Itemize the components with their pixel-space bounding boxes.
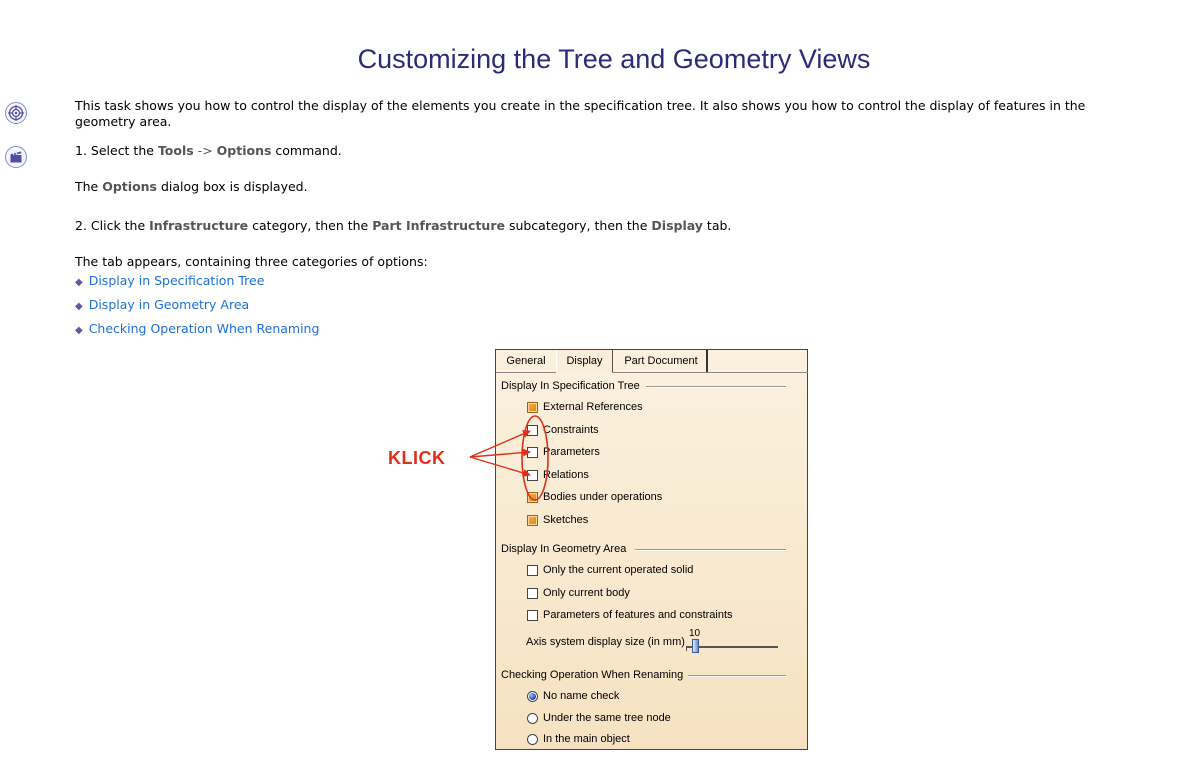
link-checking-renaming[interactable]	[75, 321, 319, 336]
diamond-bullet-icon: ◆	[75, 325, 83, 336]
group-divider	[688, 675, 786, 677]
sketches-checkbox[interactable]	[527, 515, 538, 526]
tab-general[interactable]: General	[506, 355, 546, 367]
option-label: Constraints	[543, 424, 599, 436]
option-label: Parameters of features and constraints	[543, 609, 733, 621]
link-display-geometry-area[interactable]	[75, 297, 249, 312]
step-2-post: tab.	[702, 218, 732, 233]
option-label: Parameters	[543, 446, 600, 458]
group-divider	[646, 386, 786, 388]
renaming-group-title: Checking Operation When Renaming	[501, 669, 684, 681]
diamond-bullet-icon: ◆	[75, 301, 83, 312]
dialog-text-pre: The	[75, 179, 103, 194]
option-label: Only the current operated solid	[543, 564, 694, 576]
option-no-name-check[interactable]	[527, 689, 619, 703]
link-label[interactable]: Display in Specification Tree	[88, 273, 265, 288]
intro-paragraph: This task shows you how to control the display of the elements you create in the specification tree. It also shows you how to control the display of features in the geometry area.	[75, 98, 1086, 129]
step-2	[75, 218, 731, 234]
parameters-checkbox[interactable]	[527, 447, 538, 458]
option-same-tree-node[interactable]	[527, 711, 671, 725]
relations-checkbox[interactable]	[527, 470, 538, 481]
same-tree-node-radio[interactable]	[527, 713, 538, 724]
only-current-operated-solid-checkbox[interactable]	[527, 565, 538, 576]
option-label: No name check	[543, 690, 620, 702]
tools-menu-ref: Tools	[157, 143, 194, 158]
link-label[interactable]: Display in Geometry Area	[88, 297, 250, 312]
tab-display[interactable]: Display	[556, 350, 613, 372]
target-icon[interactable]	[5, 102, 27, 124]
tab-appears-text: The tab appears, containing three categories of options:	[75, 254, 428, 269]
axis-size-value: 10	[689, 628, 701, 639]
page-title: Customizing the Tree and Geometry Views	[357, 44, 871, 74]
infrastructure-ref: Infrastructure	[149, 218, 249, 233]
diamond-bullet-icon: ◆	[75, 277, 83, 288]
dialog-text-post: dialog box is displayed.	[157, 179, 308, 194]
option-only-current-operated-solid[interactable]	[527, 563, 693, 577]
dialog-displayed-text	[75, 179, 308, 195]
axis-size-text: Axis system display size (in mm)	[526, 636, 685, 648]
bodies-under-operations-checkbox[interactable]	[527, 492, 538, 503]
klick-annotation-label: KLICK	[388, 448, 446, 468]
option-relations[interactable]	[527, 468, 589, 482]
options-dialog-display-tab	[495, 349, 808, 750]
option-label: Only current body	[543, 587, 630, 599]
spec-tree-group-title: Display In Specification Tree	[501, 380, 640, 392]
step-2-pre: 2. Click the	[75, 218, 150, 233]
tab-divider	[612, 372, 808, 373]
option-constraints[interactable]	[527, 423, 599, 437]
external-references-checkbox[interactable]	[527, 402, 538, 413]
step-1-pre: 1. Select the	[75, 143, 158, 158]
no-name-check-radio[interactable]	[527, 691, 538, 702]
only-current-body-checkbox[interactable]	[527, 588, 538, 599]
constraints-checkbox[interactable]	[527, 425, 538, 436]
option-parameters-of-features[interactable]	[527, 608, 733, 622]
step-2-mid2: subcategory, then the	[504, 218, 652, 233]
option-sketches[interactable]	[527, 513, 588, 527]
option-parameters[interactable]	[527, 445, 600, 459]
option-external-references[interactable]	[527, 400, 643, 414]
option-label: External References	[543, 401, 643, 413]
axis-size-slider-thumb[interactable]	[692, 639, 699, 653]
option-label: Sketches	[543, 514, 589, 526]
clapper-icon[interactable]	[5, 146, 27, 168]
axis-size-slider-track[interactable]	[686, 646, 778, 648]
step-1-post: command.	[271, 143, 342, 158]
slider-tick	[686, 647, 691, 651]
option-main-object[interactable]	[527, 732, 630, 746]
parameters-of-features-checkbox[interactable]	[527, 610, 538, 621]
option-only-current-body[interactable]	[527, 586, 630, 600]
menu-arrow: ->	[193, 143, 217, 158]
axis-size-label	[526, 635, 685, 649]
options-command-ref: Options	[216, 143, 272, 158]
option-bodies-under-operations[interactable]	[527, 490, 662, 504]
step-1	[75, 143, 342, 159]
tab-divider	[496, 372, 556, 373]
tab-part-document[interactable]: Part Document	[616, 350, 708, 372]
tab-bar	[496, 350, 807, 372]
part-infrastructure-ref: Part Infrastructure	[372, 218, 505, 233]
link-display-spec-tree[interactable]	[75, 273, 264, 288]
option-label: In the main object	[543, 733, 630, 745]
option-label: Under the same tree node	[543, 712, 671, 724]
link-label[interactable]: Checking Operation When Renaming	[88, 321, 320, 336]
option-label: Bodies under operations	[543, 491, 663, 503]
main-object-radio[interactable]	[527, 734, 538, 745]
step-2-mid1: category, then the	[248, 218, 373, 233]
option-label: Relations	[543, 469, 589, 481]
display-tab-ref: Display	[651, 218, 703, 233]
options-dialog-ref: Options	[102, 179, 157, 194]
group-divider	[635, 549, 786, 551]
geometry-group-title: Display In Geometry Area	[501, 543, 627, 555]
